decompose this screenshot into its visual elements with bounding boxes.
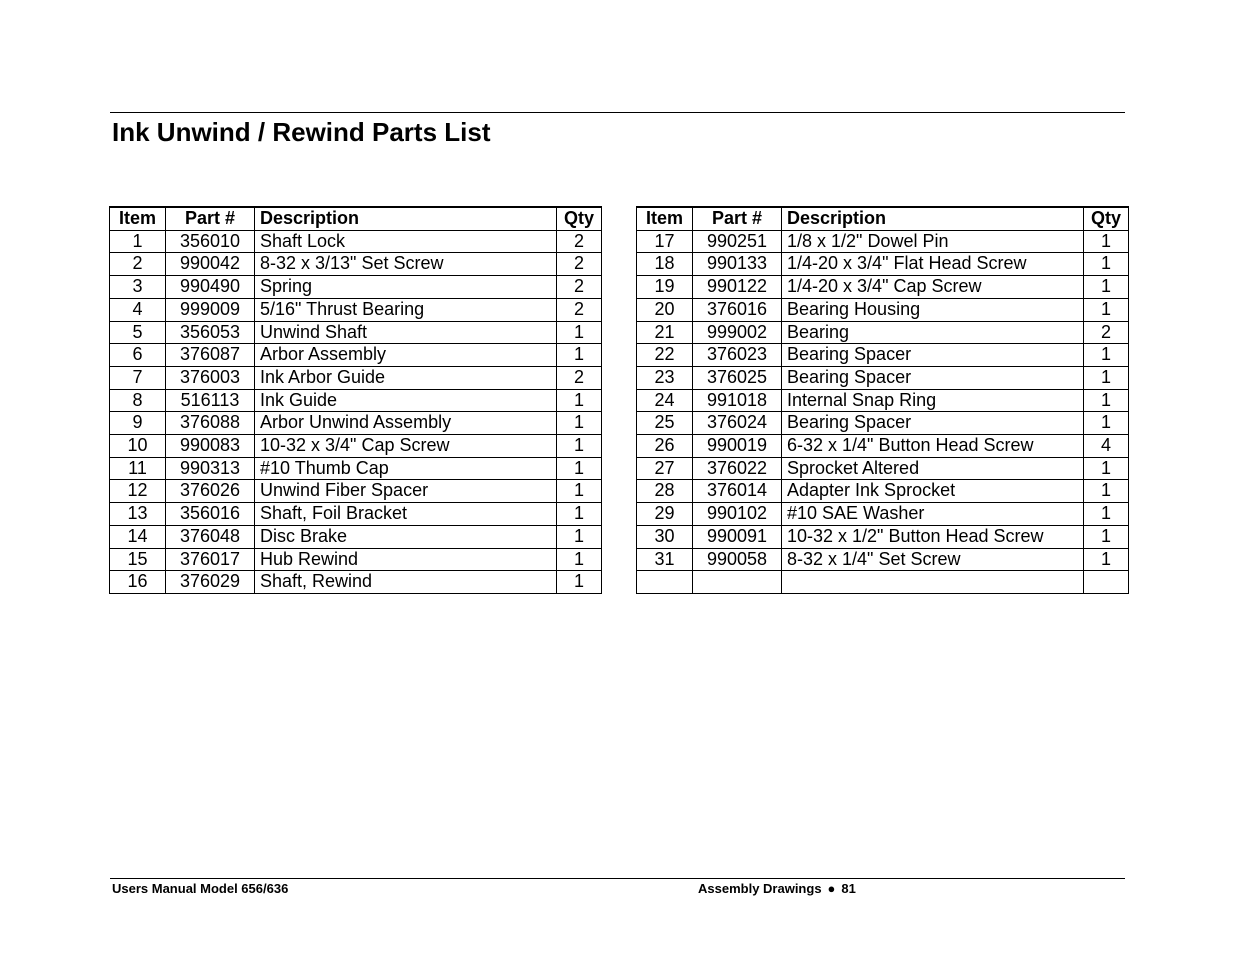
cell-part-number: 990490 [166, 276, 255, 299]
cell-qty: 1 [557, 344, 602, 367]
cell-part-number: 376025 [693, 366, 782, 389]
cell-item: 13 [110, 503, 166, 526]
table-row [637, 412, 1129, 435]
header-description: Description [255, 207, 557, 230]
cell-item: 6 [110, 344, 166, 367]
bullet-icon: ● [827, 881, 836, 896]
cell-qty: 1 [557, 412, 602, 435]
cell-part-number: 356016 [166, 503, 255, 526]
cell-qty: 1 [1084, 253, 1129, 276]
cell-part-number: 376003 [166, 366, 255, 389]
cell-item: 18 [637, 253, 693, 276]
cell-part-number: 990019 [693, 435, 782, 458]
cell-description: Shaft, Rewind [255, 571, 557, 594]
cell-description: #10 SAE Washer [782, 503, 1084, 526]
cell-qty: 1 [557, 457, 602, 480]
cell-qty: 1 [557, 503, 602, 526]
table-body-left [110, 230, 602, 593]
table-row [110, 366, 602, 389]
cell-part-number: 990083 [166, 435, 255, 458]
cell-description [782, 571, 1084, 594]
cell-part-number: 990091 [693, 525, 782, 548]
header-qty: Qty [1084, 207, 1129, 230]
cell-item: 23 [637, 366, 693, 389]
cell-part-number: 990133 [693, 253, 782, 276]
table-row [110, 344, 602, 367]
cell-description: Arbor Assembly [255, 344, 557, 367]
cell-qty: 1 [1084, 344, 1129, 367]
cell-item: 16 [110, 571, 166, 594]
cell-part-number: 999002 [693, 321, 782, 344]
cell-item: 15 [110, 548, 166, 571]
table-row [637, 435, 1129, 458]
cell-item: 21 [637, 321, 693, 344]
table-row [110, 412, 602, 435]
cell-part-number: 990122 [693, 276, 782, 299]
cell-qty: 1 [1084, 525, 1129, 548]
cell-description: Spring [255, 276, 557, 299]
table-row [637, 389, 1129, 412]
cell-part-number [693, 571, 782, 594]
cell-description: Ink Guide [255, 389, 557, 412]
table-row [110, 321, 602, 344]
cell-description: 8-32 x 1/4" Set Screw [782, 548, 1084, 571]
cell-part-number: 991018 [693, 389, 782, 412]
footer-rule [110, 878, 1125, 879]
cell-item [637, 571, 693, 594]
table-row [110, 503, 602, 526]
cell-part-number: 990251 [693, 230, 782, 253]
cell-part-number: 990102 [693, 503, 782, 526]
cell-item: 29 [637, 503, 693, 526]
cell-qty: 1 [1084, 457, 1129, 480]
cell-qty: 1 [557, 548, 602, 571]
cell-description: #10 Thumb Cap [255, 457, 557, 480]
cell-part-number: 376017 [166, 548, 255, 571]
cell-item: 5 [110, 321, 166, 344]
cell-qty: 2 [557, 298, 602, 321]
cell-qty: 1 [557, 571, 602, 594]
cell-qty: 1 [557, 525, 602, 548]
cell-qty: 1 [1084, 480, 1129, 503]
table-row [637, 480, 1129, 503]
cell-part-number: 356053 [166, 321, 255, 344]
cell-qty: 1 [1084, 366, 1129, 389]
cell-description: 10-32 x 3/4" Cap Screw [255, 435, 557, 458]
page-title: Ink Unwind / Rewind Parts List [112, 117, 491, 147]
cell-part-number: 376016 [693, 298, 782, 321]
cell-qty: 1 [557, 389, 602, 412]
table-row [637, 366, 1129, 389]
header-part: Part # [166, 207, 255, 230]
table-row [110, 548, 602, 571]
cell-qty: 2 [557, 230, 602, 253]
footer-section-name: Assembly Drawings [698, 881, 822, 896]
header-description: Description [782, 207, 1084, 230]
cell-description: Disc Brake [255, 525, 557, 548]
header-rule [110, 112, 1125, 113]
table-row [637, 548, 1129, 571]
cell-part-number: 376014 [693, 480, 782, 503]
cell-description: Bearing [782, 321, 1084, 344]
cell-qty: 1 [1084, 389, 1129, 412]
cell-description: Unwind Fiber Spacer [255, 480, 557, 503]
cell-part-number: 376022 [693, 457, 782, 480]
cell-description: 5/16" Thrust Bearing [255, 298, 557, 321]
cell-description: Bearing Spacer [782, 366, 1084, 389]
cell-description: Hub Rewind [255, 548, 557, 571]
table-row [637, 571, 1129, 594]
cell-item: 31 [637, 548, 693, 571]
cell-part-number: 376048 [166, 525, 255, 548]
table-row [110, 571, 602, 594]
table-row [637, 298, 1129, 321]
cell-item: 2 [110, 253, 166, 276]
page-number: 81 [841, 881, 856, 896]
cell-part-number: 516113 [166, 389, 255, 412]
cell-item: 9 [110, 412, 166, 435]
cell-description: Arbor Unwind Assembly [255, 412, 557, 435]
cell-item: 19 [637, 276, 693, 299]
cell-qty: 2 [557, 366, 602, 389]
table-body-right [637, 230, 1129, 593]
cell-item: 27 [637, 457, 693, 480]
cell-part-number: 376087 [166, 344, 255, 367]
cell-part-number: 376026 [166, 480, 255, 503]
cell-qty: 1 [1084, 503, 1129, 526]
cell-part-number: 376023 [693, 344, 782, 367]
cell-part-number: 356010 [166, 230, 255, 253]
cell-qty: 2 [557, 253, 602, 276]
cell-qty: 2 [557, 276, 602, 299]
cell-description: Bearing Housing [782, 298, 1084, 321]
cell-description: Bearing Spacer [782, 344, 1084, 367]
table-row [637, 253, 1129, 276]
table-row [637, 321, 1129, 344]
header-item: Item [637, 207, 693, 230]
cell-item: 12 [110, 480, 166, 503]
table-row [110, 298, 602, 321]
table-row [110, 457, 602, 480]
table-row [110, 230, 602, 253]
cell-item: 8 [110, 389, 166, 412]
cell-description: Ink Arbor Guide [255, 366, 557, 389]
cell-description: Bearing Spacer [782, 412, 1084, 435]
cell-description: 8-32 x 3/13" Set Screw [255, 253, 557, 276]
cell-item: 24 [637, 389, 693, 412]
cell-part-number: 990058 [693, 548, 782, 571]
cell-description: 10-32 x 1/2" Button Head Screw [782, 525, 1084, 548]
cell-item: 4 [110, 298, 166, 321]
cell-item: 22 [637, 344, 693, 367]
cell-item: 30 [637, 525, 693, 548]
cell-description: Internal Snap Ring [782, 389, 1084, 412]
cell-item: 26 [637, 435, 693, 458]
cell-item: 10 [110, 435, 166, 458]
footer-section [698, 881, 856, 897]
cell-qty: 1 [557, 435, 602, 458]
cell-qty: 1 [1084, 276, 1129, 299]
cell-item: 11 [110, 457, 166, 480]
cell-description: Sprocket Altered [782, 457, 1084, 480]
table-row [637, 276, 1129, 299]
cell-description: Adapter Ink Sprocket [782, 480, 1084, 503]
parts-table-right [636, 206, 1129, 594]
cell-part-number: 376029 [166, 571, 255, 594]
header-part: Part # [693, 207, 782, 230]
table-row [110, 435, 602, 458]
cell-qty [1084, 571, 1129, 594]
table-row [637, 344, 1129, 367]
cell-item: 25 [637, 412, 693, 435]
cell-part-number: 376088 [166, 412, 255, 435]
table-row [110, 389, 602, 412]
cell-item: 20 [637, 298, 693, 321]
cell-item: 7 [110, 366, 166, 389]
table-row [637, 525, 1129, 548]
cell-part-number: 990042 [166, 253, 255, 276]
cell-qty: 1 [1084, 412, 1129, 435]
cell-item: 17 [637, 230, 693, 253]
table-row [110, 525, 602, 548]
cell-qty: 4 [1084, 435, 1129, 458]
cell-description: Unwind Shaft [255, 321, 557, 344]
cell-description: 1/8 x 1/2" Dowel Pin [782, 230, 1084, 253]
table-row [637, 230, 1129, 253]
cell-item: 1 [110, 230, 166, 253]
cell-part-number: 999009 [166, 298, 255, 321]
cell-description: 1/4-20 x 3/4" Cap Screw [782, 276, 1084, 299]
cell-item: 3 [110, 276, 166, 299]
cell-description: 6-32 x 1/4" Button Head Screw [782, 435, 1084, 458]
table-header-row [637, 207, 1129, 230]
cell-qty: 1 [1084, 548, 1129, 571]
cell-qty: 2 [1084, 321, 1129, 344]
cell-item: 14 [110, 525, 166, 548]
cell-qty: 1 [557, 480, 602, 503]
table-header-row [110, 207, 602, 230]
cell-description: Shaft, Foil Bracket [255, 503, 557, 526]
table-row [110, 253, 602, 276]
cell-qty: 1 [1084, 298, 1129, 321]
table-row [110, 276, 602, 299]
table-row [637, 503, 1129, 526]
header-item: Item [110, 207, 166, 230]
cell-qty: 1 [557, 321, 602, 344]
table-row [110, 480, 602, 503]
cell-description: 1/4-20 x 3/4" Flat Head Screw [782, 253, 1084, 276]
cell-part-number: 990313 [166, 457, 255, 480]
header-qty: Qty [557, 207, 602, 230]
cell-part-number: 376024 [693, 412, 782, 435]
parts-table-left [109, 206, 602, 594]
cell-qty: 1 [1084, 230, 1129, 253]
footer-manual-title: Users Manual Model 656/636 [112, 881, 289, 896]
cell-item: 28 [637, 480, 693, 503]
cell-description: Shaft Lock [255, 230, 557, 253]
table-row [637, 457, 1129, 480]
